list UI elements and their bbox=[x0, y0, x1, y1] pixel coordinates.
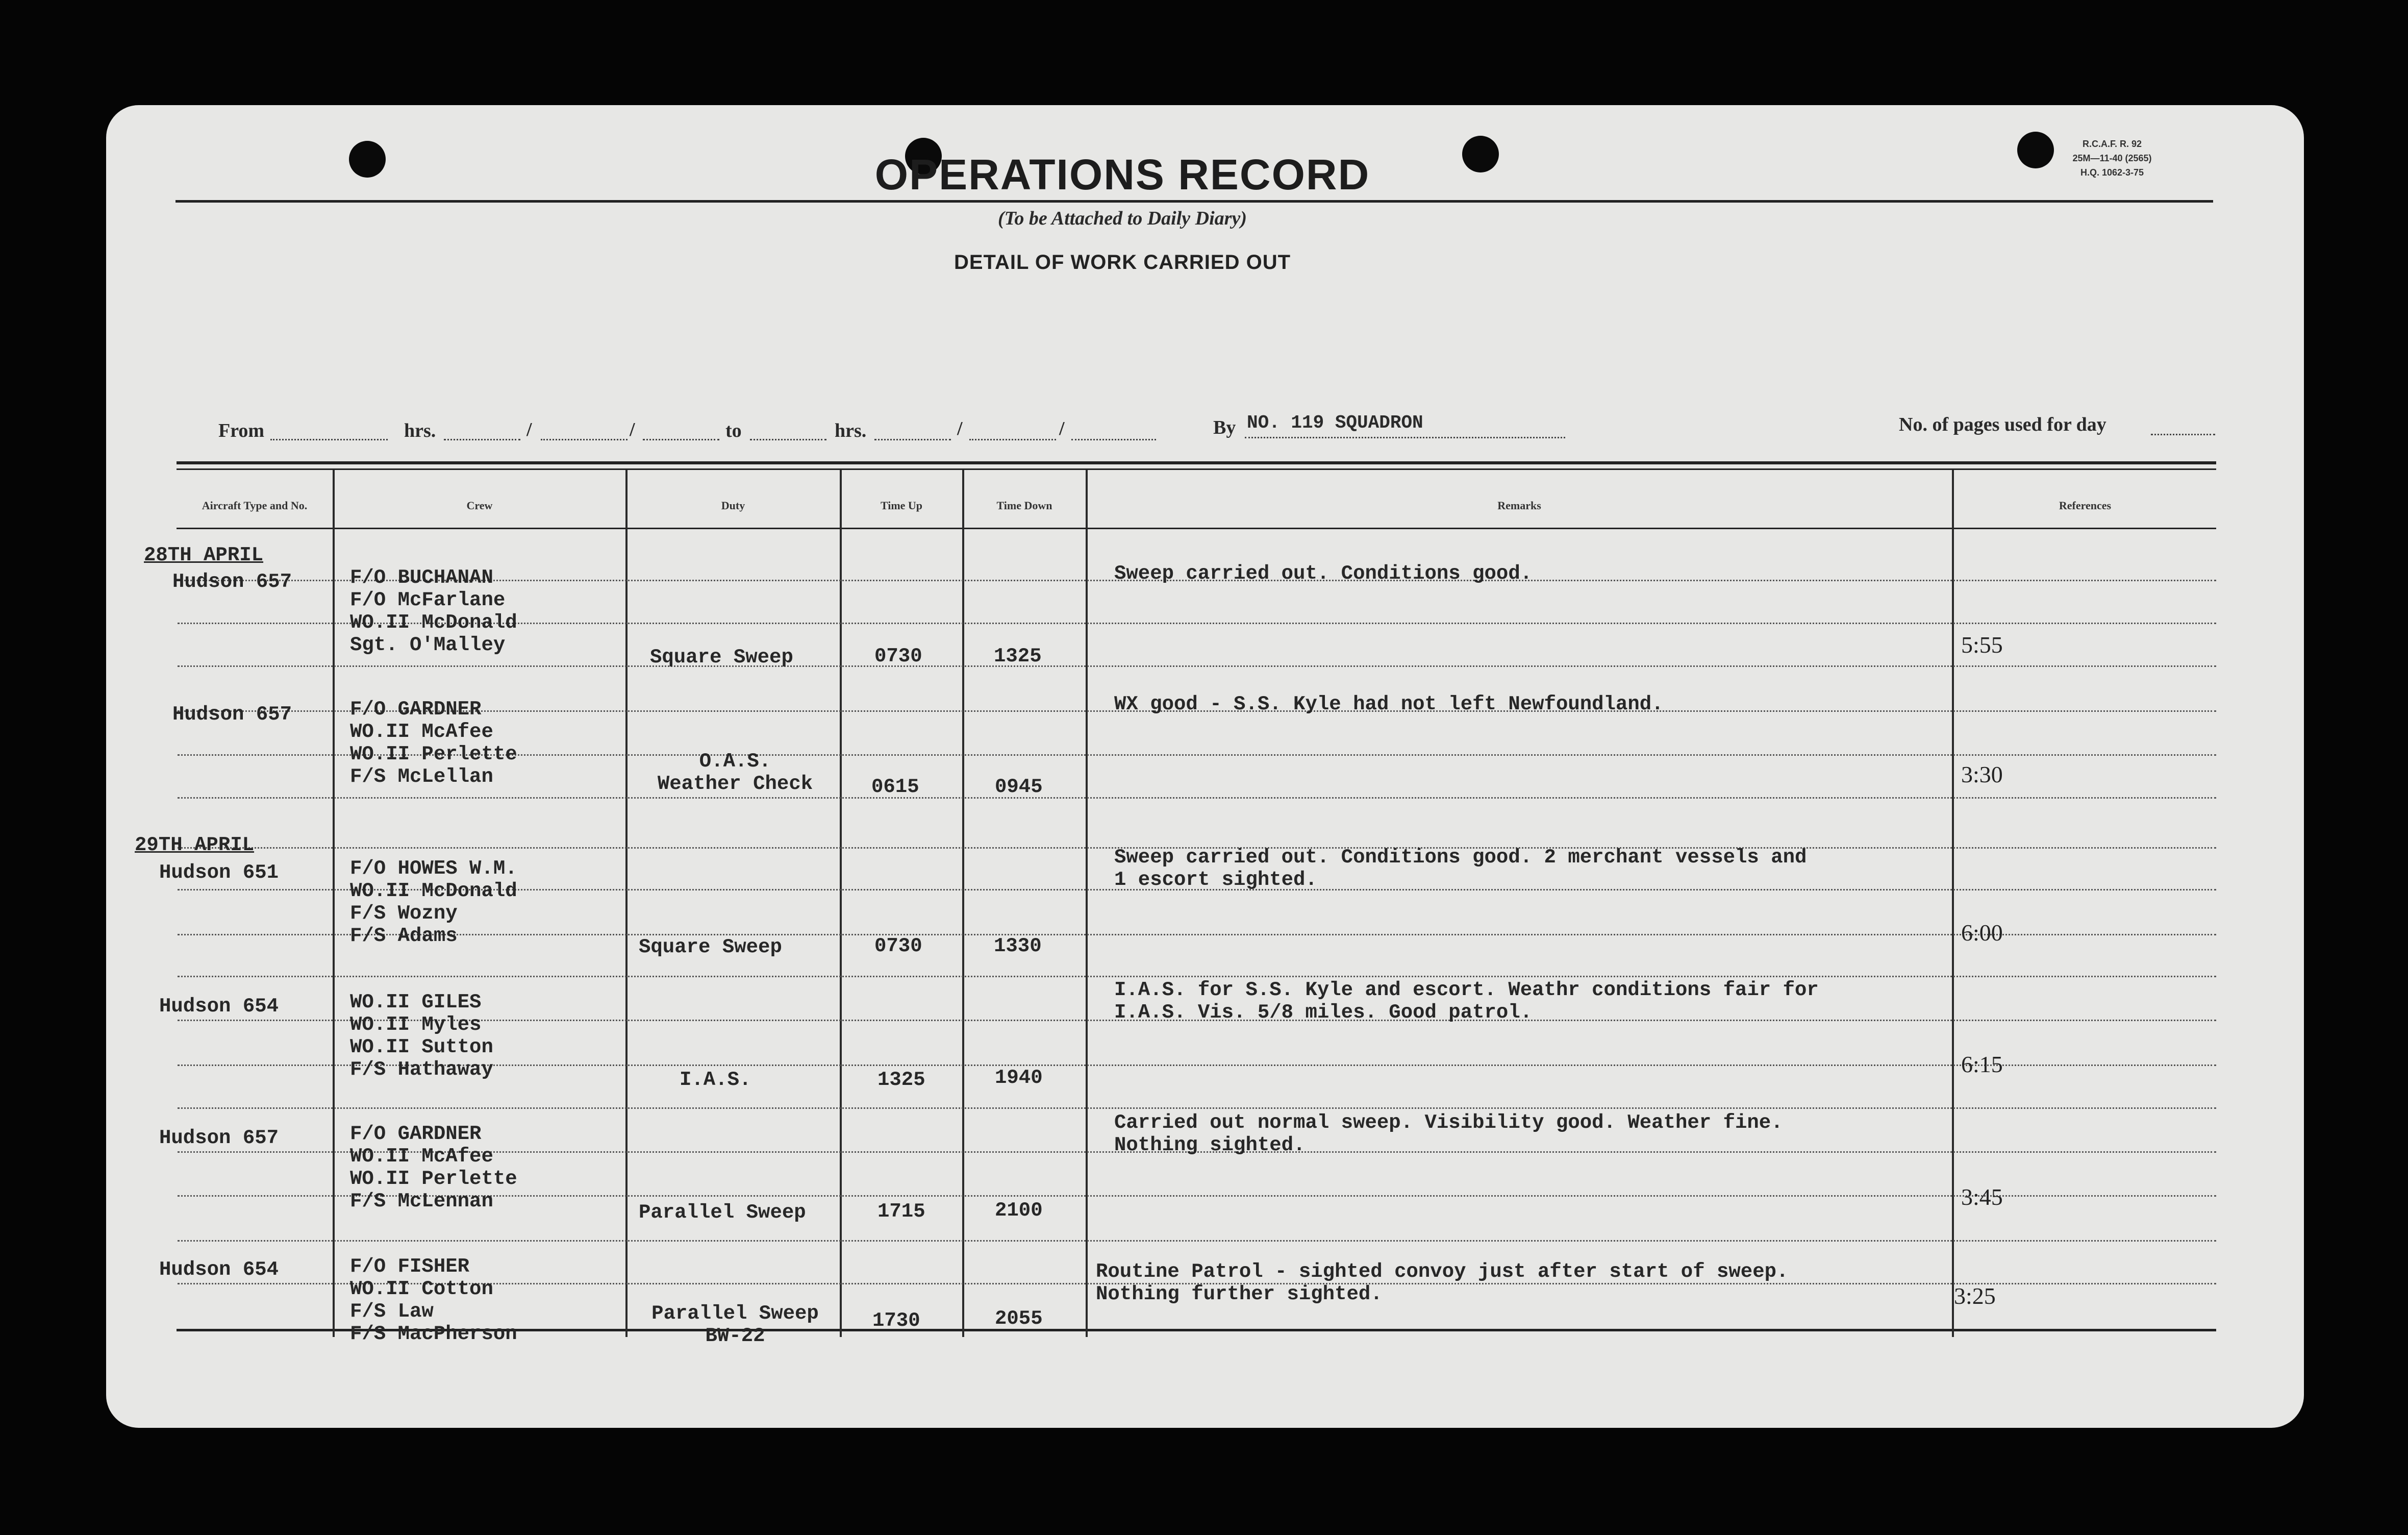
time-down-cell: 1940 bbox=[995, 1067, 1043, 1089]
unit-blank bbox=[1245, 437, 1565, 438]
crew-cell: F/O HOWES W.M. WO.II McDonald F/S Wozny F/S Adams bbox=[350, 857, 517, 947]
header-rule bbox=[177, 528, 2216, 529]
duty-cell: Parallel Sweep bbox=[639, 1201, 806, 1224]
day-blank bbox=[541, 439, 628, 440]
from-blank bbox=[270, 439, 388, 440]
remarks-cell: Sweep carried out. Conditions good. bbox=[1114, 562, 1533, 585]
slash: / bbox=[957, 418, 963, 439]
aircraft-cell: Hudson 657 bbox=[172, 571, 292, 593]
hrs-blank bbox=[874, 439, 951, 440]
remarks-cell: I.A.S. for S.S. Kyle and escort. Weathr conditions fair for I.A.S. Vis. 5/8 miles. Good patrol. bbox=[1114, 979, 1819, 1024]
time-up-cell: 1715 bbox=[877, 1200, 925, 1223]
row-rule bbox=[178, 1240, 2216, 1242]
row-rule bbox=[178, 1107, 2216, 1109]
column-divider bbox=[1086, 469, 1088, 1337]
date-label: 29TH APRIL bbox=[135, 834, 255, 856]
duty-cell: Parallel Sweep BW-22 bbox=[651, 1302, 819, 1347]
reference-cell: 3:30 bbox=[1961, 761, 2003, 787]
punch-hole bbox=[349, 141, 386, 178]
time-up-cell: 0730 bbox=[874, 645, 922, 667]
remarks-cell: WX good - S.S. Kyle had not left Newfoundland. bbox=[1114, 693, 1664, 715]
hrs-label: hrs. bbox=[835, 420, 867, 441]
crew-cell: F/O BUCHANAN F/O McFarlane WO.II McDonald Sgt. O'Malley bbox=[350, 566, 517, 656]
by-label: By bbox=[1213, 417, 1236, 438]
time-down-cell: 2100 bbox=[995, 1199, 1043, 1222]
row-rule bbox=[178, 976, 2216, 977]
form-code: R.C.A.F. R. 92 25M—11-40 (2565) H.Q. 1062-3-75 bbox=[2072, 139, 2152, 178]
remarks-cell: Sweep carried out. Conditions good. 2 merchant vessels and 1 escort sighted. bbox=[1114, 846, 1807, 891]
reference-cell: 5:55 bbox=[1961, 632, 2003, 658]
time-up-cell: 0615 bbox=[871, 776, 919, 798]
header-time-down: Time Down bbox=[996, 499, 1052, 512]
column-divider bbox=[962, 469, 964, 1337]
reference-cell: 3:25 bbox=[1954, 1283, 1996, 1309]
row-rule bbox=[178, 665, 2216, 667]
header-aircraft: Aircraft Type and No. bbox=[202, 499, 308, 512]
to-label: to bbox=[725, 420, 742, 441]
time-down-cell: 0945 bbox=[995, 776, 1043, 798]
time-up-cell: 1325 bbox=[877, 1069, 925, 1091]
crew-cell: F/O GARDNER WO.II McAfee WO.II Perlette F/S McLellan bbox=[350, 698, 517, 788]
duty-cell: I.A.S. bbox=[680, 1069, 751, 1091]
remarks-cell: Carried out normal sweep. Visibility good. Weather fine. Nothing sighted. bbox=[1114, 1111, 1783, 1156]
table-top-rule bbox=[177, 468, 2216, 470]
reference-cell: 6:00 bbox=[1961, 920, 2003, 946]
page-subtitle: (To be Attached to Daily Diary) bbox=[998, 208, 1247, 229]
time-down-cell: 1330 bbox=[994, 935, 1042, 957]
aircraft-cell: Hudson 657 bbox=[172, 703, 292, 726]
unit-name: NO. 119 SQUADRON bbox=[1247, 412, 1423, 433]
hrs-label: hrs. bbox=[404, 420, 436, 441]
hrs-blank bbox=[444, 439, 520, 440]
aircraft-cell: Hudson 657 bbox=[159, 1127, 279, 1149]
column-divider bbox=[840, 469, 842, 1337]
remarks-cell: Routine Patrol - sighted convoy just after start of sweep. Nothing further sighted. bbox=[1096, 1260, 1789, 1305]
time-up-cell: 1730 bbox=[872, 1309, 920, 1332]
slash: / bbox=[630, 419, 635, 440]
crew-cell: WO.II GILES WO.II Myles WO.II Sutton F/S Hathaway bbox=[350, 991, 493, 1081]
header-references: References bbox=[2059, 499, 2112, 512]
duty-cell: O.A.S. Weather Check bbox=[657, 750, 813, 795]
reference-cell: 3:45 bbox=[1961, 1184, 2003, 1210]
date-label: 28TH APRIL bbox=[144, 544, 264, 566]
month-blank bbox=[643, 439, 719, 440]
aircraft-cell: Hudson 654 bbox=[159, 1258, 279, 1281]
reference-cell: 6:15 bbox=[1961, 1051, 2003, 1077]
page-title: OPERATIONS RECORD bbox=[874, 151, 1370, 199]
row-rule bbox=[178, 797, 2216, 799]
crew-cell: F/O FISHER WO.II Cotton F/S Law F/S MacPherson bbox=[350, 1255, 517, 1345]
table-top-rule bbox=[177, 461, 2216, 464]
pages-label: No. of pages used for day bbox=[1899, 414, 2106, 435]
slash: / bbox=[1059, 418, 1065, 439]
header-remarks: Remarks bbox=[1497, 499, 1541, 512]
header-duty: Duty bbox=[721, 499, 745, 512]
time-down-cell: 1325 bbox=[994, 645, 1042, 667]
top-rule bbox=[175, 200, 2213, 203]
slash: / bbox=[526, 419, 532, 440]
header-time-up: Time Up bbox=[880, 499, 923, 512]
column-divider bbox=[1952, 469, 1954, 1337]
month-blank bbox=[1071, 439, 1156, 440]
detail-heading: DETAIL OF WORK CARRIED OUT bbox=[954, 251, 1291, 274]
header-crew: Crew bbox=[466, 499, 493, 512]
aircraft-cell: Hudson 651 bbox=[159, 861, 279, 884]
day-blank bbox=[969, 439, 1056, 440]
time-down-cell: 2055 bbox=[995, 1307, 1043, 1330]
time-up-cell: 0730 bbox=[874, 935, 922, 957]
column-divider bbox=[333, 469, 335, 1337]
crew-cell: F/O GARDNER WO.II McAfee WO.II Perlette F/S McLennan bbox=[350, 1123, 517, 1212]
duty-cell: Square Sweep bbox=[639, 936, 782, 958]
pages-blank bbox=[2151, 434, 2215, 435]
aircraft-cell: Hudson 654 bbox=[159, 995, 279, 1018]
column-divider bbox=[625, 469, 628, 1337]
duty-cell: Square Sweep bbox=[650, 646, 793, 669]
from-label: From bbox=[218, 420, 265, 441]
to-blank bbox=[750, 439, 826, 440]
